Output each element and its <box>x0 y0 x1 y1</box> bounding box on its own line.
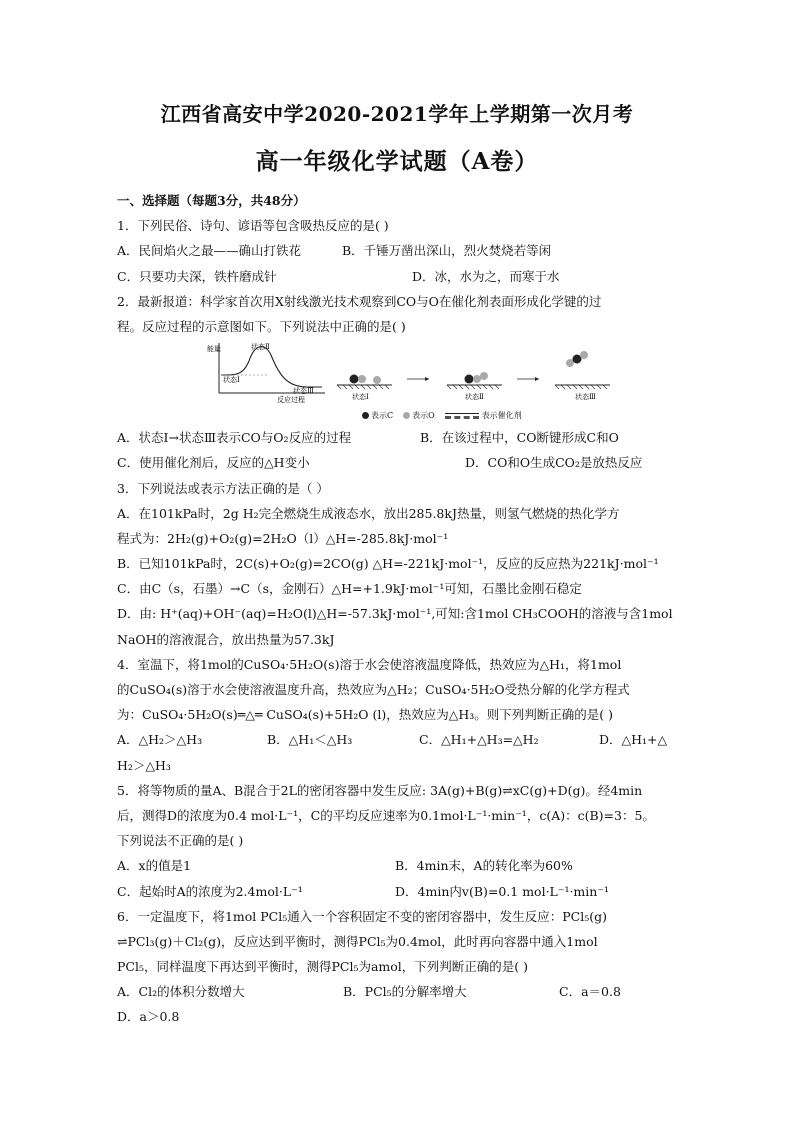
q4-line2: 的CuSO₄(s)溶于水会使溶液温度升高，热效应为△H₂；CuSO₄·5H₂O受热分解的化学方程式 <box>117 682 630 697</box>
q2-option-c: C．使用催化剂后，反应的△H变小 <box>117 455 310 471</box>
q2-option-b: B．在该过程中，CO断键形成C和O <box>420 430 619 446</box>
catalyst-hatch-1 <box>337 385 389 389</box>
q2-option-a: A．状态Ⅰ→状态Ⅲ表示CO与O₂反应的过程 <box>117 430 352 446</box>
q5-option-a: A．x的值是1 <box>117 858 192 874</box>
q4-line3: 为：CuSO₄·5H₂O(s)═△═ CuSO₄(s)+5H₂O (l)，热效应为△H₃。则下列判断正确的是( ) <box>117 707 613 723</box>
section-heading: 一、选择题（每题3分，共48分） <box>117 193 306 208</box>
panel-state1-label: 状态Ⅰ <box>352 393 369 402</box>
q4-option-d: D．△H₁+△ <box>599 732 668 748</box>
q6-line2: ⇌PCl₃(g)＋Cl₂(g)，反应达到平衡时，测得PCl₅为0.4mol，此时再向容器中通入1mol <box>117 933 598 949</box>
q3-option-d-line2: NaOH的溶液混合，放出热量为57.3kJ <box>117 631 335 647</box>
q2-stem-line2: 程。反应过程的示意图如下。下列说法中正确的是( ) <box>117 318 406 334</box>
legend-catalyst-label: 表示催化剂 <box>481 410 522 420</box>
q6-option-b: B．PCl₅的分解率增大 <box>343 984 467 1000</box>
q2-options-row1 <box>117 425 677 450</box>
q4-option-c: C．△H₁+△H₃=△H₂ <box>419 732 539 748</box>
arrowhead-2 <box>535 377 539 381</box>
energy-axis-label: 能量 <box>207 345 221 354</box>
exam-title: 高一年级化学试题（A卷） <box>255 148 539 175</box>
carbon-dot-icon <box>362 412 369 419</box>
q1-option-d: D．冰，水为之，而寒于水 <box>412 268 560 284</box>
oxygen-atom-2a <box>473 375 481 383</box>
process-axis-label: 反应过程 <box>277 396 305 404</box>
q5-line3: 下列说法不正确的是( ) <box>117 833 244 849</box>
q3-stem: 3．下列说法或表示方法正确的是（ ） <box>117 480 329 496</box>
oxygen-atom-1b <box>373 376 381 384</box>
q4-option-a: A．△H₂＞△H₃ <box>117 732 203 748</box>
q5-option-d: D．4min内v(B)=0.1 mol·L⁻¹·min⁻¹ <box>395 883 609 899</box>
q1-option-b: B．千锤万凿出深山，烈火焚烧若等闲 <box>342 243 552 259</box>
q4-option-d-cont: H₂＞△H₃ <box>117 757 171 773</box>
q5-line2: 后，测得D的浓度为0.4 mol·L⁻¹，C的平均反应速率为0.1mol·L⁻¹·min⁻¹，c(A)：c(B)=3：5。 <box>117 807 655 823</box>
carbon-atom-1 <box>350 375 359 384</box>
q5-option-b: B．4min末，A的转化率为60% <box>395 858 573 874</box>
legend-catalyst <box>445 403 522 428</box>
legend-carbon <box>362 403 393 428</box>
curve-state3-label: 状态Ⅲ <box>293 387 314 396</box>
q6-option-c: C．a＝0.8 <box>559 984 621 1000</box>
q2-stem-line1: 2．最新报道：科学家首次用X射线激光技术观察到CO与O在催化剂表面形成化学键的过 <box>117 293 602 309</box>
legend-carbon-label: 表示C <box>371 410 394 420</box>
school-title: 江西省高安中学2020-2021学年上学期第一次月考 <box>160 102 634 126</box>
q3-option-a-line1: A．在101kPa时，2g H₂完全燃烧生成液态水，放出285.8kJ热量，则氢气燃烧的热化学方 <box>117 505 620 521</box>
carbon-atom-2 <box>465 375 474 384</box>
panel-state2-label: 状态Ⅱ <box>465 393 484 402</box>
legend-oxygen <box>403 403 435 428</box>
q4-options-row <box>117 727 677 752</box>
q2-options-row2 <box>117 450 677 475</box>
q3-option-c: C．由C（s，石墨）→C（s，金刚石）△H=+1.9kJ·mol⁻¹可知，石墨比金刚石稳定 <box>117 581 582 597</box>
q6-options-row <box>117 979 677 1004</box>
q6-line1: 6．一定温度下，将1mol PCl₅通入一个容积固定不变的密闭容器中，发生反应：PCl₅(g) <box>117 908 607 924</box>
q1-option-c: C．只要功夫深，铁杵磨成针 <box>117 268 277 284</box>
q5-line1: 5．将等物质的量A、B混合于2L的密闭容器中发生反应: 3A(g)+B(g)⇌xC(g)+D(g)。经4min <box>117 782 643 798</box>
q6-option-a: A．Cl₂的体积分数增大 <box>117 984 245 1000</box>
q5-option-c: C．起始时A的浓度为2.4mol·L⁻¹ <box>117 883 303 899</box>
oxygen-atom-1a <box>358 375 366 383</box>
q3-option-d-line1: D．由: H⁺(aq)+OH⁻(aq)=H₂O(l)△H=-57.3kJ·mol⁻¹,可知:含1mol CH₃COOH的溶液与含1mol <box>117 606 673 622</box>
oxygen-atom-2b <box>480 372 488 380</box>
q3-option-b: B．已知101kPa时，2C(s)+O₂(g)=2CO(g) △H=-221kJ·mol⁻¹，反应的反应热为221kJ·mol⁻¹ <box>117 556 659 572</box>
panel-state3-label: 状态Ⅲ <box>575 393 596 402</box>
q6-line3: PCl₅，同样温度下再达到平衡时，测得PCl₅为amol，下列判断正确的是( ) <box>117 959 529 975</box>
arrowhead-1 <box>425 377 429 381</box>
q1-stem: 1．下列民俗、诗句、谚语等包含吸热反应的是( ) <box>117 218 389 234</box>
oxygen-dot-icon <box>403 412 410 419</box>
q1-option-a: A．民间焰火之最——确山打铁花 <box>117 243 302 259</box>
oxygen-atom-3b <box>580 351 588 359</box>
legend-oxygen-label: 表示O <box>412 410 435 420</box>
q5-options-row2 <box>117 879 677 904</box>
reaction-diagram <box>207 341 687 403</box>
exam-content <box>117 188 677 1030</box>
q4-line1: 4．室温下，将1mol的CuSO₄·5H₂O(s)溶于水会使溶液温度降低，热效应为△H₁，将1mol <box>117 656 622 672</box>
q1-options-row1 <box>117 238 677 263</box>
q3-option-a-line2: 程式为：2H₂(g)+O₂(g)=2H₂O（l）△H=-285.8kJ·mol⁻¹ <box>117 530 449 546</box>
curve-state1-label: 状态Ⅰ <box>223 376 240 385</box>
reaction-diagram-svg <box>207 341 687 403</box>
q4-option-b: B．△H₁＜△H₃ <box>267 732 353 748</box>
catalyst-hatch-2 <box>447 385 499 389</box>
q1-options-row2 <box>117 264 677 289</box>
catalyst-hatch-3 <box>555 385 607 389</box>
curve-state2-label: 状态Ⅱ <box>251 343 270 352</box>
catalyst-hatch-icon <box>445 413 479 419</box>
q6-option-d: D．a＞0.8 <box>117 1009 180 1025</box>
q5-options-row1 <box>117 853 677 878</box>
diagram-legend <box>362 405 677 425</box>
q2-option-d: D．CO和O生成CO₂是放热反应 <box>465 455 643 471</box>
